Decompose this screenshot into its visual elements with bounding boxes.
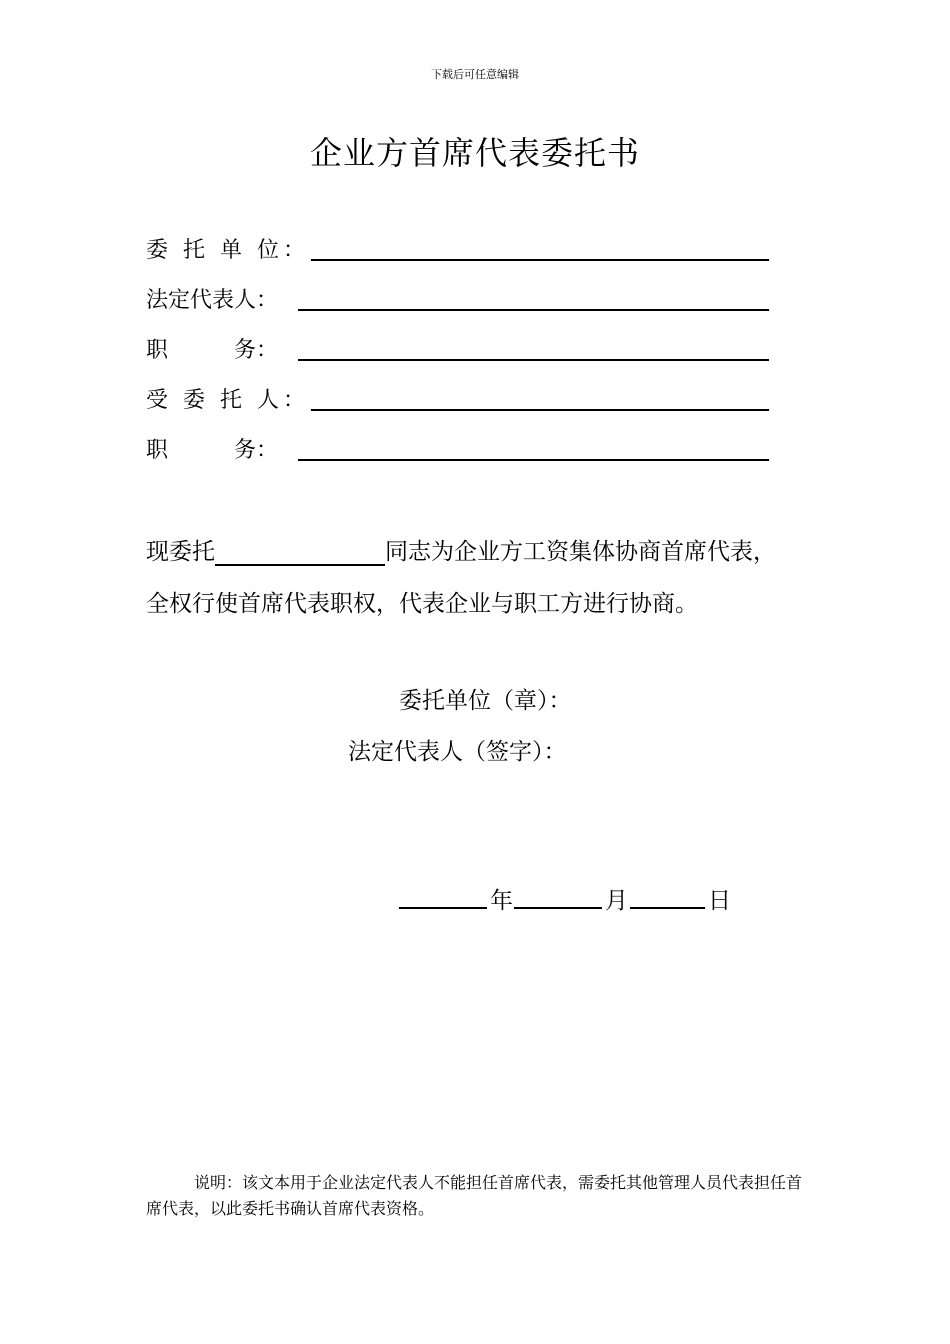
document-title: 企业方首席代表委托书 bbox=[309, 134, 640, 172]
field-label-legal-rep: 法定代表人： bbox=[146, 288, 279, 313]
body-line-2: 全权行使首席代表职权，代表企业与职工方进行协商。 bbox=[146, 591, 698, 617]
field-label-entrustee: 受 委 托 人： bbox=[146, 388, 309, 413]
rep-signature-label: 法定代表人（签字）： bbox=[348, 739, 567, 765]
legal-rep-line[interactable] bbox=[298, 309, 769, 311]
body-line-1 bbox=[146, 533, 776, 566]
field-label-position-1: 职 务： bbox=[146, 338, 279, 363]
field-label-entrusting-unit: 委 托 单 位： bbox=[146, 238, 309, 263]
year-label: 年 bbox=[490, 888, 513, 914]
header-note: 下载后可任意编辑 bbox=[431, 68, 519, 81]
year-blank[interactable] bbox=[399, 907, 487, 909]
day-blank[interactable] bbox=[630, 907, 705, 909]
month-label: 月 bbox=[605, 888, 628, 914]
position-2-line[interactable] bbox=[298, 459, 769, 461]
entrustee-line[interactable] bbox=[311, 409, 769, 411]
entrustee-name-blank[interactable] bbox=[215, 538, 385, 566]
body-line-1-suffix: 同志为企业方工资集体协商首席代表， bbox=[385, 539, 776, 565]
day-label: 日 bbox=[708, 888, 731, 914]
entrusting-unit-line[interactable] bbox=[311, 259, 769, 261]
body-line-1-prefix: 现委托 bbox=[146, 539, 215, 565]
month-blank[interactable] bbox=[514, 907, 602, 909]
position-1-line[interactable] bbox=[298, 359, 769, 361]
explanatory-note: 说明：该文本用于企业法定代表人不能担任首席代表，需委托其他管理人员代表担任首席代表，以此委托书确认首席代表资格。 bbox=[146, 1173, 803, 1218]
field-label-position-2: 职 务： bbox=[146, 438, 279, 463]
unit-seal-label: 委托单位（章）： bbox=[399, 688, 572, 714]
